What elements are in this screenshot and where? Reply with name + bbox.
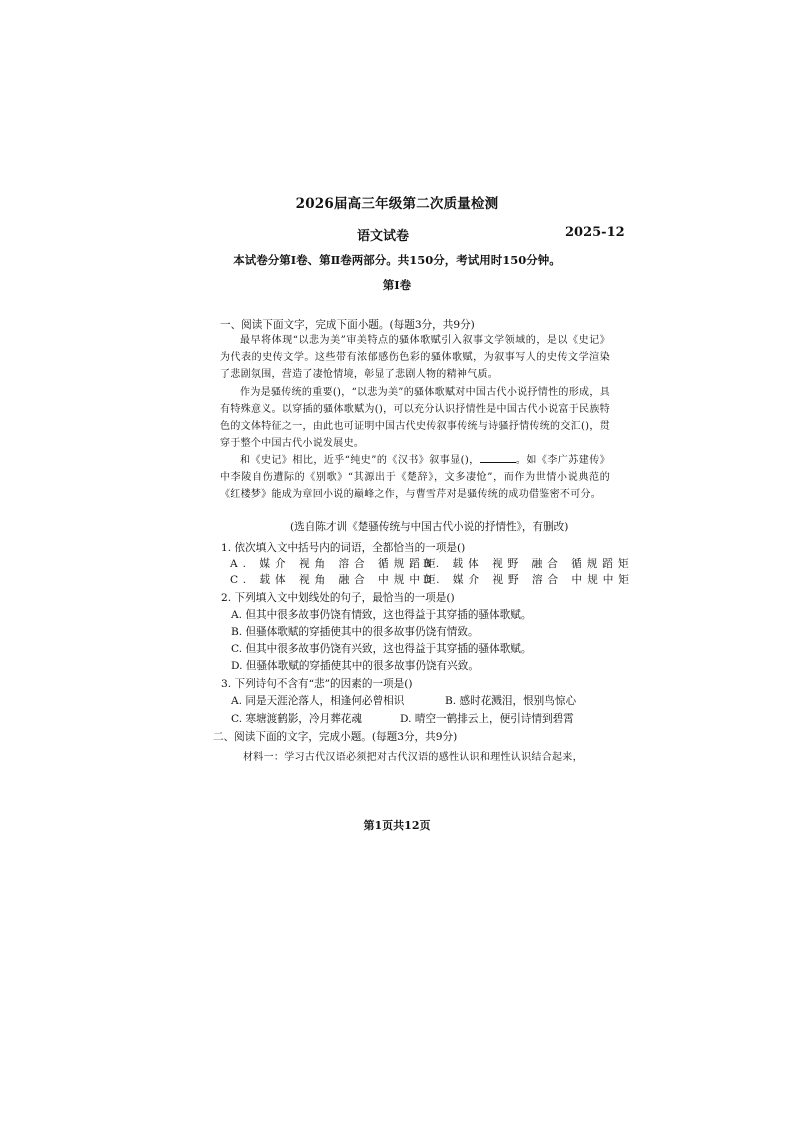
paragraph-3-end: 。如《李广苏建传》中李陵自伤遭际的《别歌》“其源出于《楚辞》，文多凄怆”，而作为世情小说典范的《红楼梦》能成为章回小说的巅峰之作，与曹雪芹对是骚传统的成功借鉴密不可分。	[220, 455, 611, 500]
q3-option-c: C. 寒塘渡鹤影，冷月葬花魂	[231, 713, 362, 725]
question-3-stem: 3. 下列诗句不含有“悲”的因素的一项是()	[221, 678, 413, 690]
passage-paragraph-3	[220, 452, 610, 503]
q2-option-c: C. 但其中很多故事仍饶有兴致，这也得益于其穿插的骚体歌赋。	[231, 643, 532, 655]
q1-option-c: C. 载体 视角 融合 中规中矩	[230, 574, 441, 586]
question-2-stem: 2. 下列填入文中划线处的句子，最恰当的一项是()	[221, 592, 455, 604]
exam-subject: 语文试卷	[357, 229, 410, 244]
q3-option-d: D. 晴空一鹤排云上，便引诗情到碧霄	[400, 713, 574, 725]
exam-title: 2026届高三年级第二次质量检测	[295, 196, 499, 212]
section1-heading: 一、阅读下面文字，完成下面小题。(每题3分，共9分)	[220, 319, 475, 331]
q1-option-d: D. 媒介 视野 溶合 中规中矩	[423, 574, 634, 586]
q3-option-b: B. 感时花溅泪，恨别鸟惊心	[445, 695, 577, 707]
exam-date: 2025-12	[565, 225, 625, 240]
section2-heading: 二、阅读下面的文字，完成小题。(每题3分，共9分)	[213, 731, 458, 743]
passage-paragraph-1: 最早将体现“以悲为美”审美特点的骚体歌赋引入叙事文学领域的，是以《史记》为代表的史传文学。这些带有浓郁感伤色彩的骚体歌赋，为叙事写人的史传文学渲染了悲剧氛围，营造了凄怆情境，彰显了悲剧人物的精神气质。	[220, 335, 610, 380]
q1-option-a: A. 媒介 视角 溶合 循规蹈矩	[230, 558, 441, 570]
section2-material-1: 材料一：学习古代汉语必须把对古代汉语的感性认识和理性认识结合起来，	[243, 752, 583, 763]
q2-option-a: A. 但其中很多故事仍饶有情致，这也得益于其穿插的骚体歌赋。	[231, 609, 532, 621]
exam-info: 本试卷分第Ⅰ卷、第Ⅱ卷两部分。共150分，考试用时150分钟。	[233, 253, 561, 267]
question-1-stem: 1. 依次填入文中括号内的词语，全都恰当的一项是()	[221, 542, 466, 554]
q1-option-b: B. 载体 视野 融合 循规蹈矩	[423, 558, 634, 570]
fill-in-blank-line	[480, 452, 516, 463]
passage-source: (选自陈才训《楚骚传统与中国古代小说的抒情性》，有删改)	[290, 521, 569, 533]
q3-option-a: A. 同是天涯沦落人，相逢何必曾相识	[231, 695, 405, 707]
q2-option-b: B. 但骚体歌赋的穿插使其中的很多故事仍饶有情致。	[231, 626, 479, 638]
page-number: 第1页共12页	[363, 819, 431, 832]
paragraph-3-start: 和《史记》相比，近乎“纯史”的《汉书》叙事显()，	[240, 455, 480, 466]
passage-paragraph-2: 作为是骚传统的重要()，“以悲为美”的骚体歌赋对中国古代小说抒情性的形成，具有特殊意义。以穿插的骚体歌赋为()，可以充分认识抒情性是中国古代小说富于民族特色的文体特征之一，由此也可证明中国古代史传叙事传统与诗骚抒情传统的交汇()，贯穿于整个中国古代小说发展史。	[220, 387, 610, 449]
volume-label: 第Ⅰ卷	[382, 278, 412, 292]
q2-option-d: D. 但骚体歌赋的穿插使其中的很多故事仍饶有兴致。	[231, 660, 479, 672]
